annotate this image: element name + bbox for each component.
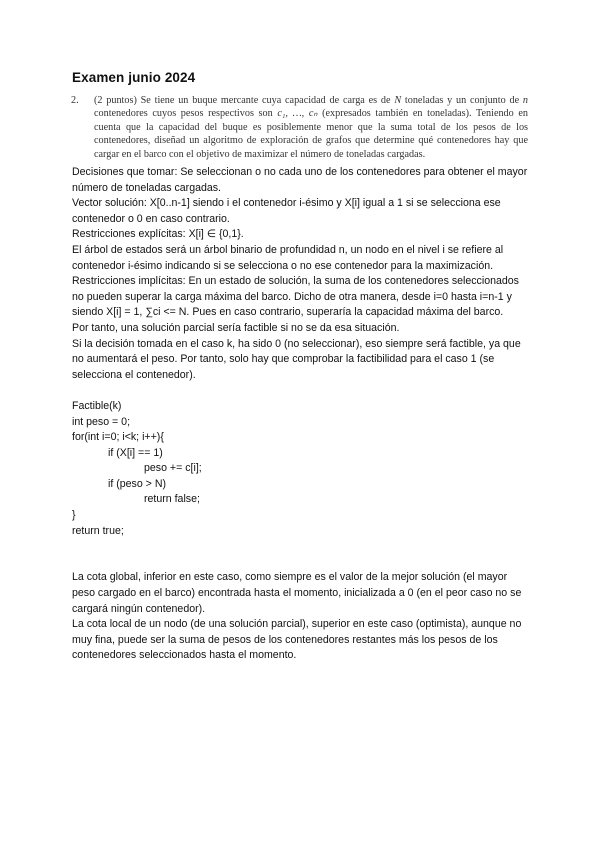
- paragraph-vector-solucion: Vector solución: X[0..n-1] siendo i el contenedor i-ésimo y X[i] igual a 1 si se selecciona ese contenedor o 0 en caso contrario.: [72, 197, 501, 225]
- problem-number: 2.: [71, 95, 79, 106]
- spacer: [72, 539, 532, 555]
- problem-statement-image: [71, 94, 529, 161]
- paragraph-solucion-parcial: Por tanto, una solución parcial sería factible si no se da esa situación.: [72, 321, 400, 334]
- paragraph-restricciones-implicitas: Restricciones implícitas: En un estado de solución, la suma de los contenedores seleccionados no pueden superar la carga máxima del barco. Dicho de otra manera, desde i=0 hasta i=n-1 y siendo X[i] = 1, ∑ci <= N. Pues en caso contrario, superaría la capacidad máxima del barco.: [72, 275, 519, 319]
- problem-text: (2 puntos) Se tiene un buque mercante cuya capacidad de carga es de N toneladas y un conjunto de n contenedores cuyos pesos respectivos son c₁, …, cₙ (expresados también en toneladas). Teniendo en cuenta que la capacidad del buque es posiblemente menor que la suma total de los pesos de los contenedores, diseñad un algoritmo de exploración de grafos que determine qué contenedores hay que cargar en el barco con el objetivo de maximizar el número de toneladas cargadas.: [94, 95, 529, 160]
- paragraph-cota-global: La cota global, inferior en este caso, como siempre es el valor de la mejor solución (el mayor peso cargado en el barco) encontrada hasta el momento, inicializada a 0 (en el peor caso no se cargará ningún contenedor).: [72, 571, 522, 615]
- page-title: Examen junio 2024: [72, 70, 196, 85]
- spacer: [72, 383, 532, 399]
- paragraph-arbol-estados: El árbol de estados será un árbol binario de profundidad n, un nodo en el nivel i se refiere al contenedor i-ésimo indicando si se selecciona o no ese contenedor para la maximización.: [72, 243, 504, 272]
- code-line: peso += c[i];: [144, 462, 202, 475]
- code-line: Factible(k): [72, 399, 122, 412]
- paragraph-cota-local: La cota local de un nodo (de una solución parcial), superior en este caso (optimista), aunque no muy fina, puede ser la suma de pesos de los contenedores restantes más los pesos de los contenedores seleccionados hasta el momento.: [72, 618, 522, 662]
- code-line: int peso = 0;: [72, 415, 131, 428]
- answer-body: [72, 165, 532, 664]
- paragraph-decisiones: Decisiones que tomar: Se seleccionan o no cada uno de los contenedores para obtener el mayor número de toneladas cargadas.: [72, 166, 528, 194]
- code-line: }: [72, 509, 76, 522]
- code-line: if (X[i] == 1): [108, 446, 163, 459]
- code-line: return true;: [72, 524, 124, 537]
- code-block-factible: [72, 399, 532, 539]
- spacer: [72, 555, 532, 571]
- paragraph-restricciones-explicitas: Restricciones explícitas: X[i] ∈ {0,1}.: [72, 228, 244, 241]
- paragraph-decision-caso-k: Si la decisión tomada en el caso k, ha sido 0 (no seleccionar), eso siempre será factible, ya que no aumentará el peso. Por tanto, solo hay que comprobar la factibilidad para el caso 1 (se selecciona el contenedor).: [72, 337, 521, 381]
- code-line: for(int i=0; i<k; i++){: [72, 431, 164, 444]
- code-line: return false;: [144, 493, 200, 506]
- code-line: if (peso > N): [108, 477, 166, 490]
